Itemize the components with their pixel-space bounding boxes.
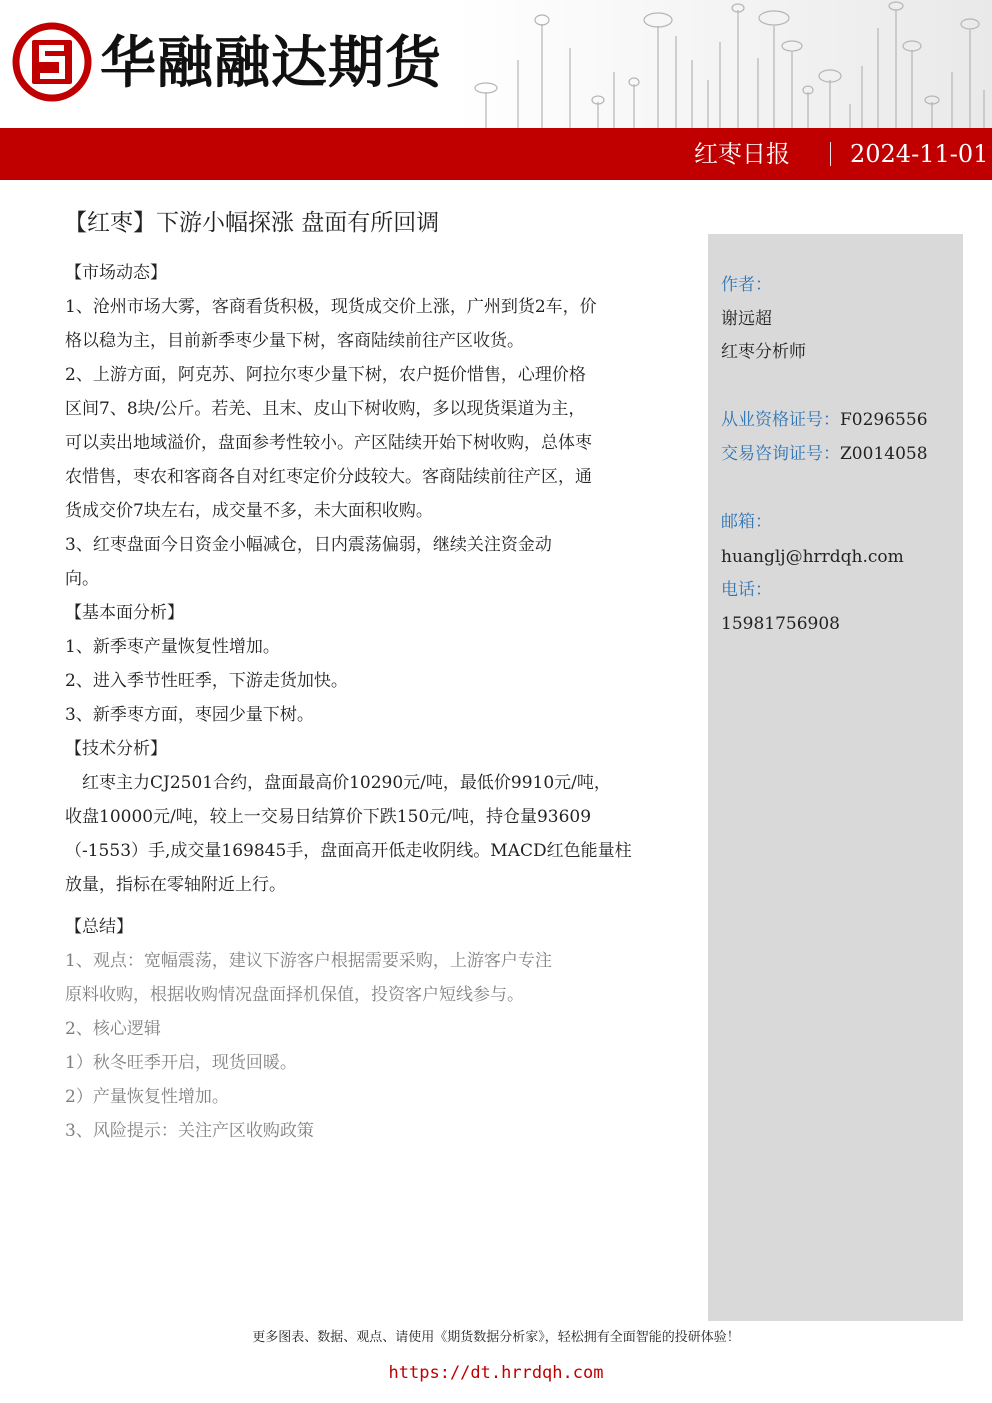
fundamental-line: 1、新季枣产量恢复性增加。 [65, 637, 280, 657]
summary-line: 2、核心逻辑 [65, 1019, 161, 1039]
fundamental-line: 3、新季枣方面，枣园少量下树。 [65, 705, 314, 725]
section-heading-summary: 【总结】 [65, 917, 133, 937]
author-title: 红枣分析师 [721, 342, 806, 362]
phone-label: 电话： [721, 580, 772, 600]
footer-note: 更多图表、数据、观点、请使用《期货数据分析家》，轻松拥有全面智能的投研体验！ [252, 1330, 740, 1345]
summary-line: 1、观点：宽幅震荡，建议下游客户根据需要采购，上游客户专注 [65, 951, 552, 971]
phone-number: 15981756908 [721, 614, 840, 634]
author-name: 谢远超 [721, 309, 772, 329]
market-line: 格以稳为主，目前新季枣少量下树，客商陆续前往产区收货。 [65, 331, 524, 351]
market-line: 区间7、8块/公斤。若羌、且末、皮山下树收购，多以现货渠道为主， [65, 399, 586, 419]
cert-value: F0296556 [840, 410, 928, 430]
summary-line: 原料收购，根据收购情况盘面择机保值，投资客户短线参与。 [65, 985, 524, 1005]
market-line: 1、沧州市场大雾，客商看货积极，现货成交价上涨，广州到货2车，价 [65, 297, 597, 317]
market-line: 3、红枣盘面今日资金小幅减仓，日内震荡偏弱，继续关注资金动 [65, 535, 552, 555]
advisory-label: 交易咨询证号： [721, 444, 840, 464]
technical-line: 红枣主力CJ2501合约，盘面最高价10290元/吨，最低价9910元/吨， [65, 773, 611, 793]
author-label: 作者： [721, 275, 772, 295]
company-logo-icon [12, 22, 92, 102]
header-divider [830, 142, 831, 166]
section-spacer [65, 902, 660, 910]
article-body [65, 256, 660, 1148]
summary-line: 3、风险提示：关注产区收购政策 [65, 1121, 314, 1141]
market-line: 向。 [65, 569, 99, 589]
report-date: 2024-11-01 [850, 140, 989, 168]
market-line: 可以卖出地域溢价，盘面参考性较小。产区陆续开始下树收购，总体枣 [65, 433, 592, 453]
header-red-band [0, 128, 992, 180]
market-line: 农惜售，枣农和客商各自对红枣定价分歧较大。客商陆续前往产区，通 [65, 467, 592, 487]
section-heading-fundamental: 【基本面分析】 [65, 603, 184, 623]
author-sidebar [708, 234, 963, 1321]
summary-line: 1）秋冬旺季开启，现货回暖。 [65, 1053, 297, 1073]
report-type: 红枣日报 [694, 140, 790, 168]
cert-label: 从业资格证号： [721, 410, 840, 430]
cert-row [721, 405, 928, 435]
email-label: 邮箱： [721, 512, 772, 532]
report-header [0, 0, 992, 128]
brand-name: 华融融达期货 [100, 31, 442, 96]
footer-link[interactable]: https://dt.hrrdqh.com [388, 1363, 604, 1383]
decorative-pattern [458, 0, 992, 128]
market-line: 2、上游方面，阿克苏、阿拉尔枣少量下树，农户挺价惜售，心理价格 [65, 365, 586, 385]
technical-line: （-1553）手,成交量169845手，盘面高开低走收阴线。MACD红色能量柱 [65, 841, 632, 861]
advisory-row [721, 439, 928, 469]
technical-line: 收盘10000元/吨，较上一交易日结算价下跌150元/吨，持仓量93609 [65, 807, 592, 827]
summary-line: 2）产量恢复性增加。 [65, 1087, 229, 1107]
section-heading-technical: 【技术分析】 [65, 739, 167, 759]
technical-line: 放量，指标在零轴附近上行。 [65, 875, 286, 895]
article-title: 【红枣】下游小幅探涨 盘面有所回调 [64, 210, 440, 236]
advisory-value: Z0014058 [840, 444, 928, 464]
fundamental-line: 2、进入季节性旺季，下游走货加快。 [65, 671, 348, 691]
email-link[interactable]: huanglj@hrrdqh.com [721, 547, 904, 567]
section-heading-market: 【市场动态】 [65, 263, 167, 283]
market-line: 货成交价7块左右，成交量不多，未大面积收购。 [65, 501, 433, 521]
